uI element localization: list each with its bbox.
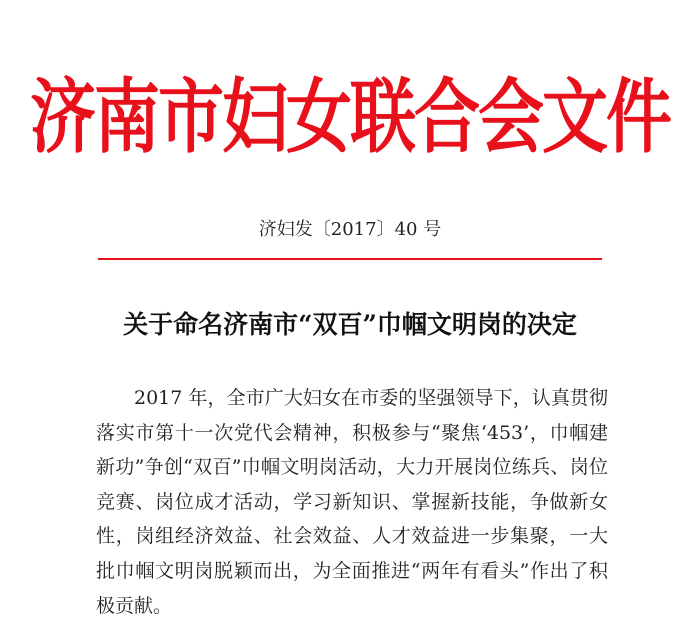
red-divider: [98, 258, 602, 260]
body-paragraph: 2017 年，全市广大妇女在市委的坚强领导下，认真贯彻落实市第十一次党代会精神，积极参与“聚焦‘453’，巾帼建新功”争创“双百”巾帼文明岗活动，大力开展岗位练兵、岗位竞赛、岗位成才活动，学习新知识、掌握新技能，争做新女性，岗组经济效益、社会效益、人才效益进一步集聚，一大批巾帼文明岗脱颖而出，为全面推进“两年有看头”作出了积极贡献。: [96, 387, 608, 617]
org-header-title: 济南市妇女联合会文件: [30, 69, 670, 165]
document-title: 关于命名济南市“双百”巾帼文明岗的决定: [123, 310, 577, 339]
document-number: 济妇发〔2017〕40 号: [258, 219, 442, 240]
